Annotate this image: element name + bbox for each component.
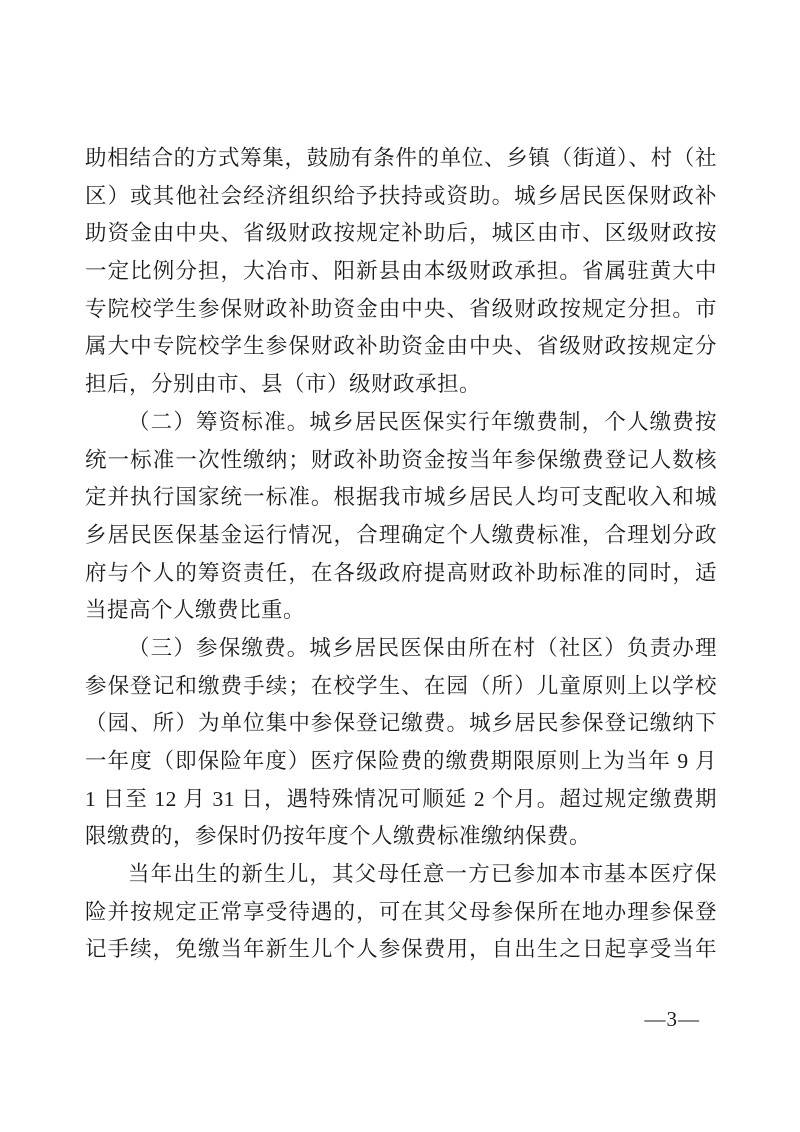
text-line: 一定比例分担，大冶市、阳新县由本级财政承担。省属驻黄大中 <box>85 259 717 284</box>
text-line: 当年出生的新生儿，其父母任意一方已参加本市基本医疗保 <box>128 862 717 887</box>
page-number: —3— <box>644 1007 700 1031</box>
text-line: 1 日至 12 月 31 日，遇特殊情况可顺延 2 个月。超过规定缴费期 <box>85 786 717 811</box>
text-line: （三）参保缴费。城乡居民医保由所在村（社区）负责办理 <box>128 635 717 660</box>
text-line: 府与个人的筹资责任，在各级政府提高财政补助标准的同时，适 <box>85 560 717 585</box>
document-body <box>85 140 717 969</box>
text-line: 参保登记和缴费手续；在校学生、在园（所）儿童原则上以学校 <box>85 673 717 698</box>
text-line: 记手续，免缴当年新生儿个人参保费用，自出生之日起享受当年 <box>85 937 717 962</box>
text-line: 一年度（即保险年度）医疗保险费的缴费期限原则上为当年 9 月 <box>85 749 717 773</box>
paragraph-3-enrollment-payment <box>85 630 717 856</box>
text-line: （园、所）为单位集中参保登记缴费。城乡居民参保登记缴纳下 <box>85 711 717 736</box>
paragraph-2-financing-standard <box>85 404 717 630</box>
text-line: 区）或其他社会经济组织给予扶持或资助。城乡居民医保财政补 <box>85 183 717 208</box>
text-line: 助资金由中央、省级财政按规定补助后，城区由市、区级财政按 <box>85 221 717 246</box>
paragraph-newborn-enrollment <box>85 856 717 969</box>
text-line: 属大中专院校学生参保财政补助资金由中央、省级财政按规定分 <box>85 334 717 359</box>
text-line: 险并按规定正常享受待遇的，可在其父母参保所在地办理参保登 <box>85 899 717 924</box>
text-line: 专院校学生参保财政补助资金由中央、省级财政按规定分担。市 <box>85 296 717 321</box>
text-line: 助相结合的方式筹集，鼓励有条件的单位、乡镇（街道）、村（社 <box>85 146 717 170</box>
text-line: （二）筹资标准。城乡居民医保实行年缴费制，个人缴费按 <box>128 409 717 434</box>
text-line: 定并执行国家统一标准。根据我市城乡居民人均可支配收入和城 <box>85 485 717 510</box>
text-line: 乡居民医保基金运行情况，合理确定个人缴费标准，合理划分政 <box>85 522 717 547</box>
text-line: 限缴费的，参保时仍按年度个人缴费标准缴纳保费。 <box>85 824 592 849</box>
text-line: 统一标准一次性缴纳；财政补助资金按当年参保缴费登记人数核 <box>85 447 717 472</box>
text-line: 担后，分别由市、县（市）级财政承担。 <box>85 372 482 397</box>
text-line: 当提高个人缴费比重。 <box>85 598 306 623</box>
paragraph-funding-sources-continuation <box>85 140 717 404</box>
